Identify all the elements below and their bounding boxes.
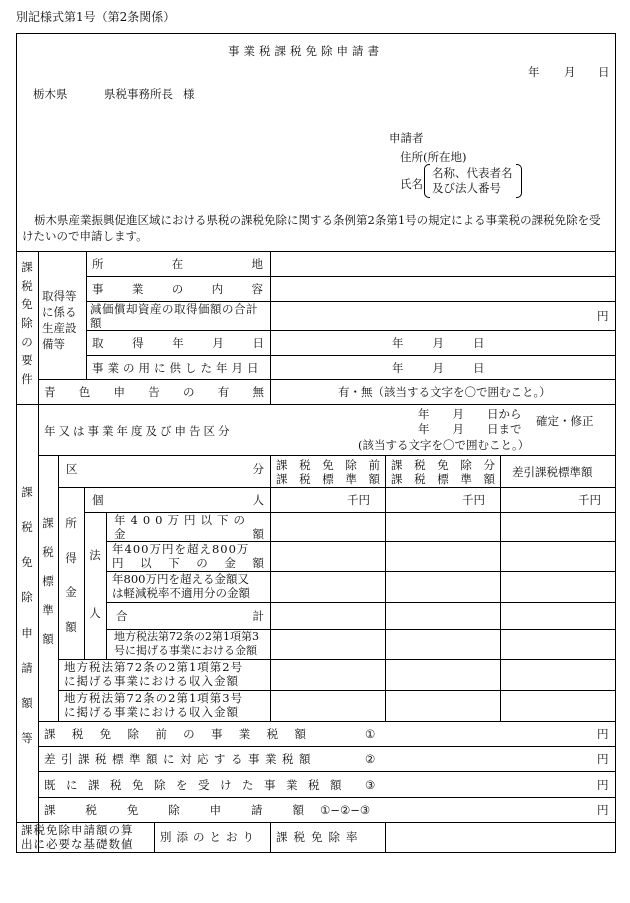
applicant-address-label: 住所(所在地) — [400, 150, 467, 164]
line — [500, 455, 501, 721]
date-month: 月 — [564, 65, 576, 79]
applicant-heading: 申請者 — [389, 131, 424, 145]
revenue-row-1-line1: 地方税法第72条の2第1項第2号 — [64, 660, 244, 674]
col3-header: 差引課税標準額 — [512, 465, 593, 479]
corp-row-2-line1: 年400万円を超え800万 — [112, 542, 250, 556]
line — [38, 797, 616, 798]
corp-label: 法 人 — [89, 548, 101, 620]
tax-row-2-label: 差引課税標準額に対応する事業税額 — [44, 752, 316, 766]
form-label: 別記様式第1号（第2条関係） — [16, 10, 176, 24]
in-use-value: 年 月 日 — [392, 361, 487, 375]
corp-row-4-total: 合 計 — [116, 609, 264, 623]
line — [38, 251, 39, 852]
business-label: 事 業 の 内 容 — [92, 282, 264, 296]
date-year: 年 — [528, 65, 540, 79]
basis-label-line1: 課税免除申請額の算 — [21, 823, 134, 837]
equipment-group-label: 取得等に係る生産設備等 — [42, 289, 77, 351]
tax-row-1-num: ① — [365, 727, 376, 741]
line — [106, 512, 107, 659]
location-label: 所 在 地 — [92, 257, 264, 271]
tax-row-4-label: 課 税 免 除 申 請 額 — [44, 803, 304, 817]
line — [38, 771, 616, 772]
tax-row-2-unit: 円 — [597, 752, 609, 766]
applicant-name-label: 氏名 — [400, 177, 423, 191]
addressee-office: 県税事務所長 — [104, 87, 173, 101]
fiscal-type: 確定・修正 — [536, 414, 594, 428]
acquired-label: 取 得 年 月 日 — [92, 336, 264, 350]
line — [86, 251, 87, 379]
basis-label-line2: 出に必要な基礎数値 — [21, 837, 134, 851]
income-label: 所 得 金 額 — [65, 516, 77, 634]
document-title: 事業税課税免除申請書 — [228, 44, 383, 58]
col2-header-2: 課 税 標 準 額 — [391, 472, 495, 486]
unit-col1: 千円 — [347, 493, 370, 507]
revenue-row-2-line1: 地方税法第72条の2第1項第3号 — [64, 691, 244, 705]
bracket-right — [516, 164, 522, 198]
individual-label: 個 人 — [92, 493, 264, 507]
fiscal-from: 年 月 日から — [418, 407, 522, 421]
name-note-2: 及び法人番号 — [432, 181, 501, 195]
bracket-left — [424, 164, 430, 198]
tax-row-2-num: ② — [365, 752, 376, 766]
category-label: 区 分 — [66, 462, 264, 476]
tax-row-3-num: ③ — [365, 778, 376, 792]
attached-text: 別添のとおり — [160, 830, 259, 844]
amounts-section-label: 課 税 免 除 申 請 額 等 — [21, 485, 33, 745]
intro-text: 栃木県産業振興促進区域における県税の課税免除に関する条例第2条第1号の規定による事業税の課税免除を受けたいので申請します。 — [22, 213, 601, 243]
line — [38, 379, 616, 380]
line — [86, 355, 616, 356]
corp-row-5-line2: 号に掲げる事業における金額 — [114, 644, 257, 657]
tax-row-4-unit: 円 — [597, 803, 609, 817]
frame-top — [16, 33, 616, 34]
line — [385, 455, 386, 721]
blue-return-label: 青 色 申 告 の 有 無 — [44, 385, 264, 399]
unit-col3: 千円 — [578, 493, 601, 507]
rate-label: 課税免除率 — [276, 830, 364, 844]
frame-bottom — [16, 852, 616, 853]
corp-row-3-line2: は軽減税率不適用分の金額 — [112, 586, 250, 600]
name-note-1: 名称、代表者名 — [432, 166, 513, 180]
revenue-row-2-line2: に掲げる事業における収入金額 — [64, 705, 239, 719]
acquired-value: 年 月 日 — [392, 336, 487, 350]
line — [16, 404, 616, 405]
line — [58, 487, 616, 488]
fiscal-note: (該当する文字を〇で囲むこと。） — [358, 438, 530, 452]
fiscal-label: 年又は事業年度及び申告区分 — [44, 424, 233, 438]
base-label: 課 税 標 準 額 — [42, 516, 54, 646]
corp-row-5-line1: 地方税法第72条の2第1項第3 — [114, 630, 259, 643]
col1-header-2: 課 税 標 準 額 — [276, 472, 380, 486]
frame-right — [615, 33, 616, 853]
tax-row-3-label: 既に課税免除を受けた事業税額 — [44, 778, 352, 792]
addressee-prefecture: 栃木県 — [33, 87, 68, 101]
addressee-honorific: 様 — [183, 87, 195, 101]
line — [86, 276, 616, 277]
frame-left — [16, 33, 17, 853]
requirements-section-label: 課 税 免 除 の 要 件 — [21, 260, 33, 386]
line — [16, 251, 616, 252]
line — [270, 455, 271, 721]
depreciable-unit: 円 — [597, 309, 609, 323]
fiscal-to: 年 月 日まで — [418, 422, 522, 436]
line — [385, 822, 386, 852]
tax-row-4-num: ①−②−③ — [320, 803, 371, 817]
corp-row-1-line1: 年400万円以下の — [114, 513, 250, 527]
line — [38, 455, 616, 456]
col2-header-1: 課 税 免 除 分 — [391, 458, 495, 472]
line — [270, 251, 271, 404]
corp-row-2-line2: 円 以 下 の 金 額 — [112, 556, 264, 570]
date-day: 日 — [598, 65, 610, 79]
depreciable-label: 減価償却資産の取得価額の合計額 — [90, 302, 258, 330]
tax-row-1-unit: 円 — [597, 727, 609, 741]
line — [154, 822, 155, 852]
line — [58, 455, 59, 721]
tax-row-3-unit: 円 — [597, 778, 609, 792]
revenue-row-1-line2: に掲げる事業における収入金額 — [64, 674, 239, 688]
corp-row-1-line2: 金 額 — [114, 527, 264, 541]
line — [86, 330, 616, 331]
col1-header-1: 課 税 免 除 前 — [276, 458, 380, 472]
tax-row-1-label: 課 税 免 除 前 の 事 業 税 額 — [44, 727, 306, 741]
line — [106, 602, 616, 603]
line — [38, 746, 616, 747]
unit-col2: 千円 — [462, 493, 485, 507]
in-use-label: 事業の用に供した年月日 — [92, 361, 263, 375]
line — [38, 721, 616, 722]
blue-return-value: 有・無（該当する文字を〇で囲むこと。） — [338, 385, 551, 399]
line — [270, 822, 271, 852]
corp-row-3-line1: 年800万円を超える金額又 — [112, 572, 249, 586]
